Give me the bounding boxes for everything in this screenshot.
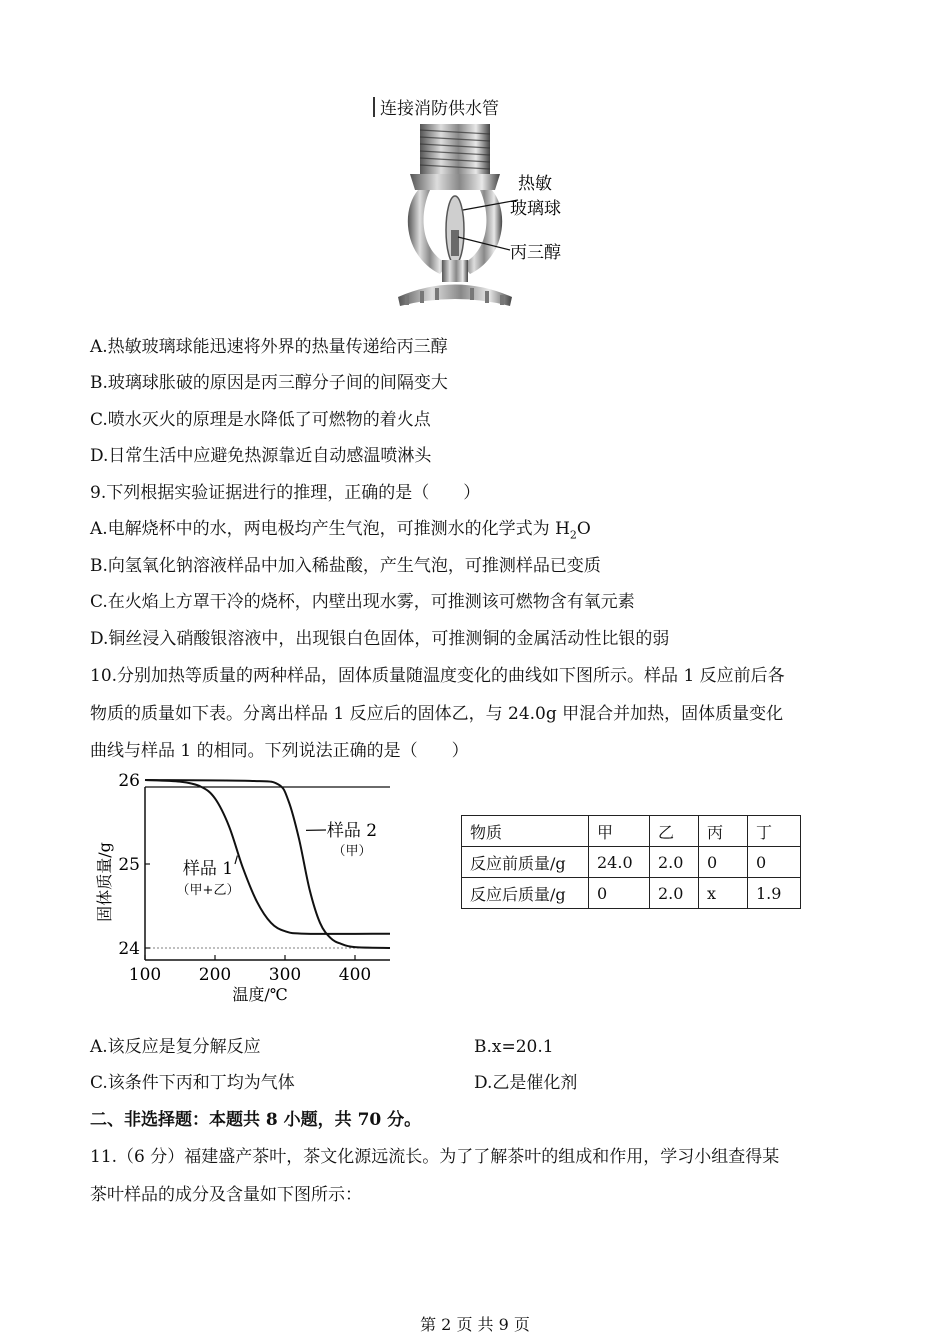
q10-stem-line-2: 物质的质量如下表。分离出样品 1 反应后的固体乙，与 24.0g 甲混合并加热，固体质量变化 xyxy=(90,704,784,724)
label-supply-pipe: 连接消防供水管 xyxy=(380,99,499,119)
table-header-row xyxy=(462,816,801,847)
section-2-heading: 二、非选择题：本题共 8 小题，共 70 分。 xyxy=(90,1110,422,1130)
table-cell: 丙 xyxy=(699,816,748,847)
q10-option-b: B.x=20.1 xyxy=(474,1037,554,1057)
label-glycerol: 丙三醇 xyxy=(510,243,561,263)
page-footer: 第 2 页 共 9 页 xyxy=(420,1315,530,1334)
thread-part xyxy=(410,124,500,190)
table-cell: 甲 xyxy=(589,816,650,847)
q9-option-d: D.铜丝浸入硝酸银溶液中，出现银白色固体，可推测铜的金属活动性比银的弱 xyxy=(90,629,670,649)
q10-option-d: D.乙是催化剂 xyxy=(474,1073,578,1093)
label-heat-sensitive: 热敏 xyxy=(518,174,552,194)
table-cell: 1.9 xyxy=(748,878,801,909)
q8-option-b: B.玻璃球胀破的原因是丙三醇分子间的间隔变大 xyxy=(90,373,448,393)
q11-line-2: 茶叶样品的成分及含量如下图所示： xyxy=(90,1185,362,1205)
table-cell: 反应后质量/g xyxy=(462,878,589,909)
table-cell: 24.0 xyxy=(589,847,650,878)
y-tick-label: 26 xyxy=(118,772,140,791)
y-tick-label: 25 xyxy=(118,855,140,875)
q9-stem: 9.下列根据实验证据进行的推理，正确的是（ ） xyxy=(90,483,481,503)
x-tick-label: 100 xyxy=(128,965,162,985)
q10-stem-line-3: 曲线与样品 1 的相同。下列说法正确的是（ ） xyxy=(90,741,469,761)
x-tick-label: 200 xyxy=(198,965,232,985)
table-row xyxy=(462,878,801,909)
table-cell: 2.0 xyxy=(650,878,699,909)
label-glass-bulb: 玻璃球 xyxy=(510,199,561,219)
q10-mass-table xyxy=(461,815,801,909)
q10-option-a: A.该反应是复分解反应 xyxy=(90,1037,261,1057)
table-cell: 0 xyxy=(699,847,748,878)
q8-option-c: C.喷水灭火的原理是水降低了可燃物的着火点 xyxy=(90,410,431,430)
table-cell: 反应前质量/g xyxy=(462,847,589,878)
x-axis-label: 温度/℃ xyxy=(232,985,288,1004)
series-2-label: 样品 2 xyxy=(326,821,378,841)
q9-option-c: C.在火焰上方罩干冷的烧杯，内壁出现水雾，可推测该可燃物含有氧元素 xyxy=(90,592,635,612)
q8-option-d: D.日常生活中应避免热源靠近自动感温喷淋头 xyxy=(90,446,432,466)
series-2-sublabel: （甲） xyxy=(332,844,372,859)
mass-temperature-chart xyxy=(90,772,400,1012)
series-1-sublabel: （甲+乙） xyxy=(176,883,240,898)
table-cell: x xyxy=(699,878,748,909)
table-cell: 乙 xyxy=(650,816,699,847)
q10-stem-line-1: 10.分别加热等质量的两种样品，固体质量随温度变化的曲线如下图所示。样品 1 反应前后各 xyxy=(90,666,785,686)
q11-line-1: 11.（6 分）福建盛产茶叶，茶文化源远流长。为了了解茶叶的组成和作用，学习小组查得某 xyxy=(90,1147,780,1167)
deflector xyxy=(398,285,512,307)
table-cell: 物质 xyxy=(462,816,589,847)
table-cell: 丁 xyxy=(748,816,801,847)
y-tick-label: 24 xyxy=(118,939,140,959)
table-cell: 2.0 xyxy=(650,847,699,878)
table-cell: 0 xyxy=(748,847,801,878)
y-axis-label: 固体质量/g xyxy=(95,842,114,922)
q10-option-c: C.该条件下丙和丁均为气体 xyxy=(90,1073,295,1093)
table-row xyxy=(462,847,801,878)
table-cell: 0 xyxy=(589,878,650,909)
x-tick-label: 400 xyxy=(338,965,372,985)
q8-option-a: A.热敏玻璃球能迅速将外界的热量传递给丙三醇 xyxy=(90,337,448,357)
series-2-curve xyxy=(145,780,390,948)
series-1-label: 样品 1 xyxy=(182,859,234,879)
q9-option-b: B.向氢氧化钠溶液样品中加入稀盐酸，产生气泡，可推测样品已变质 xyxy=(90,556,601,576)
series-1-leader xyxy=(235,856,237,864)
x-tick-label: 300 xyxy=(268,965,302,985)
sprinkler-figure xyxy=(370,92,580,317)
q9-option-a: A.电解烧杯中的水，两电极均产生气泡，可推测水的化学式为 $H_2O$ xyxy=(90,519,591,542)
